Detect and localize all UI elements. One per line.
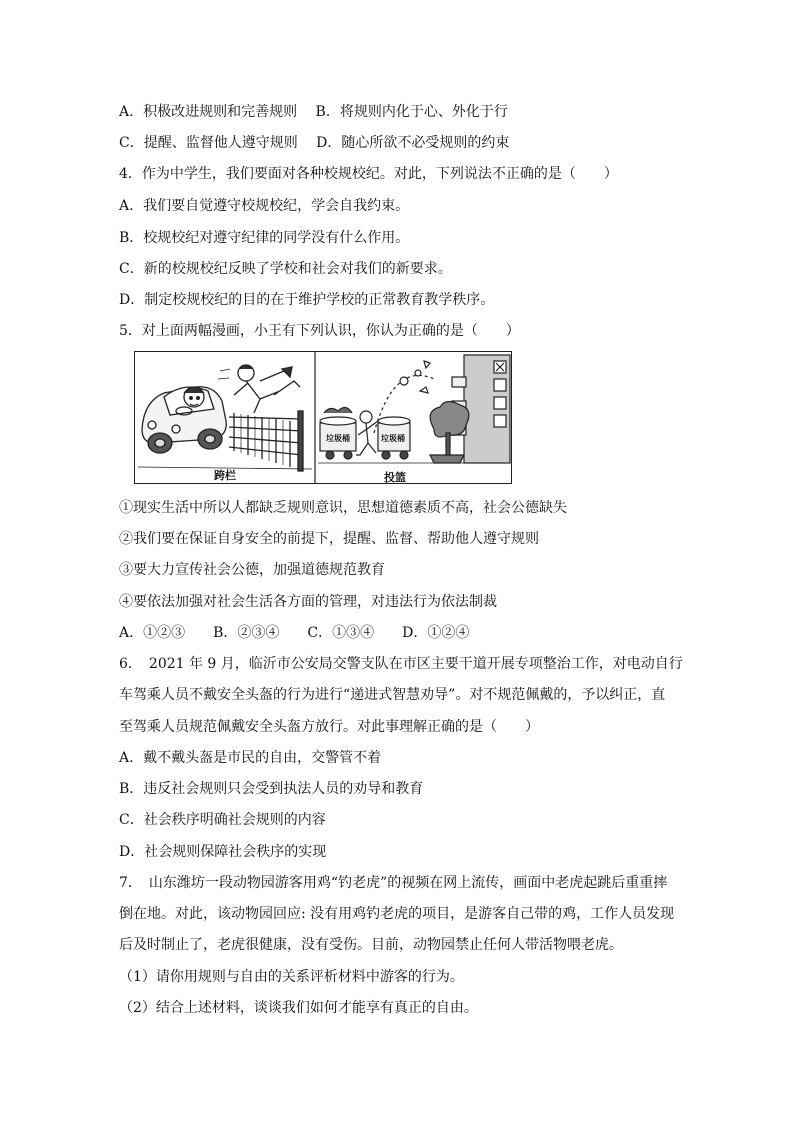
q4-stem: 4．作为中学生，我们要面对各种校规校纪。对此，下列说法不正确的是（ ） bbox=[119, 166, 618, 182]
q6-option-c: C．社会秩序明确社会规则的内容 bbox=[119, 812, 326, 828]
q7-stem-line2: 倒在地。对此，该动物园回应: 没有用鸡钓老虎的项目，是游客自己带的鸡，工作人员发现 bbox=[119, 906, 675, 922]
q5-stem: 5．对上面两幅漫画，小王有下列认识，你认为正确的是（ ） bbox=[119, 323, 520, 339]
q6-stem-line3: 至驾乘人员规范佩戴安全头盔方放行。对此事理解正确的是（ ） bbox=[119, 719, 539, 735]
q7-stem-line1: 7． 山东潍坊一段动物园游客用鸡“钓老虎”的视频在网上流传，画面中老虎起跳后重重摔 bbox=[119, 875, 668, 891]
left-caption: 跨栏 bbox=[214, 469, 236, 482]
q5-statement-1: ①现实生活中所以人都缺乏规则意识，思想道德素质不高，社会公德缺失 bbox=[119, 500, 567, 516]
q6-option-b: B．违反社会规则只会受到执法人员的劝导和教育 bbox=[119, 781, 424, 797]
right-caption: 投篮 bbox=[384, 471, 406, 484]
q6-option-a: A．戴不戴头盔是市民的自由，交警管不着 bbox=[119, 750, 382, 766]
q7-subquestion-2: （2）结合上述材料，谈谈我们如何才能享有真正的自由。 bbox=[119, 1000, 478, 1016]
q6-option-d: D．社会规则保障社会秩序的实现 bbox=[119, 844, 327, 860]
q7-stem-line3: 后及时制止了，老虎很健康，没有受伤。目前，动物园禁止任何人带活物喂老虎。 bbox=[119, 937, 623, 953]
bin-label-left: 垃圾桶 bbox=[326, 434, 350, 443]
comic-illustration bbox=[134, 351, 512, 484]
q4-option-c: C．新的校规校纪反映了学校和社会对我们的新要求。 bbox=[119, 261, 452, 277]
q4-option-a: A．我们要自觉遵守校规校纪，学会自我约束。 bbox=[119, 198, 410, 214]
q5-statement-3: ③要大力宣传社会公德，加强道德规范教育 bbox=[119, 562, 385, 578]
q5-options: A．①②③ B．②③④ C．①③④ D．①②④ bbox=[119, 625, 470, 641]
q4-option-b: B．校规校纪对遵守纪律的同学没有什么作用。 bbox=[119, 230, 410, 246]
q3-options-ab: A．积极改进规则和完善规则 B．将规则内化于心、外化于行 bbox=[119, 104, 508, 120]
q4-option-d: D．制定校规校纪的目的在于维护学校的正常教育教学秩序。 bbox=[119, 292, 495, 308]
bin-label-right: 垃圾桶 bbox=[381, 434, 405, 443]
q5-statement-2: ②我们要在保证自身安全的前提下，提醒、监督、帮助他人遵守规则 bbox=[119, 531, 539, 547]
q6-stem-line1: 6． 2021 年 9 月，临沂市公安局交警支队在市区主要干道开展专项整治工作，对电动自行 bbox=[119, 656, 683, 672]
q7-subquestion-1: （1）请你用规则与自由的关系评析材料中游客的行为。 bbox=[119, 969, 464, 985]
q6-stem-line2: 车驾乘人员不戴安全头盔的行为进行“递进式智慧劝导”。对不规范佩戴的，予以纠正，直 bbox=[119, 687, 666, 703]
q3-options-cd: C．提醒、监督他人遵守规则 D．随心所欲不必受规则的约束 bbox=[119, 135, 510, 151]
comic-figure bbox=[134, 351, 512, 484]
q5-statement-4: ④要依法加强对社会生活各方面的管理，对违法行为依法制裁 bbox=[119, 594, 497, 610]
